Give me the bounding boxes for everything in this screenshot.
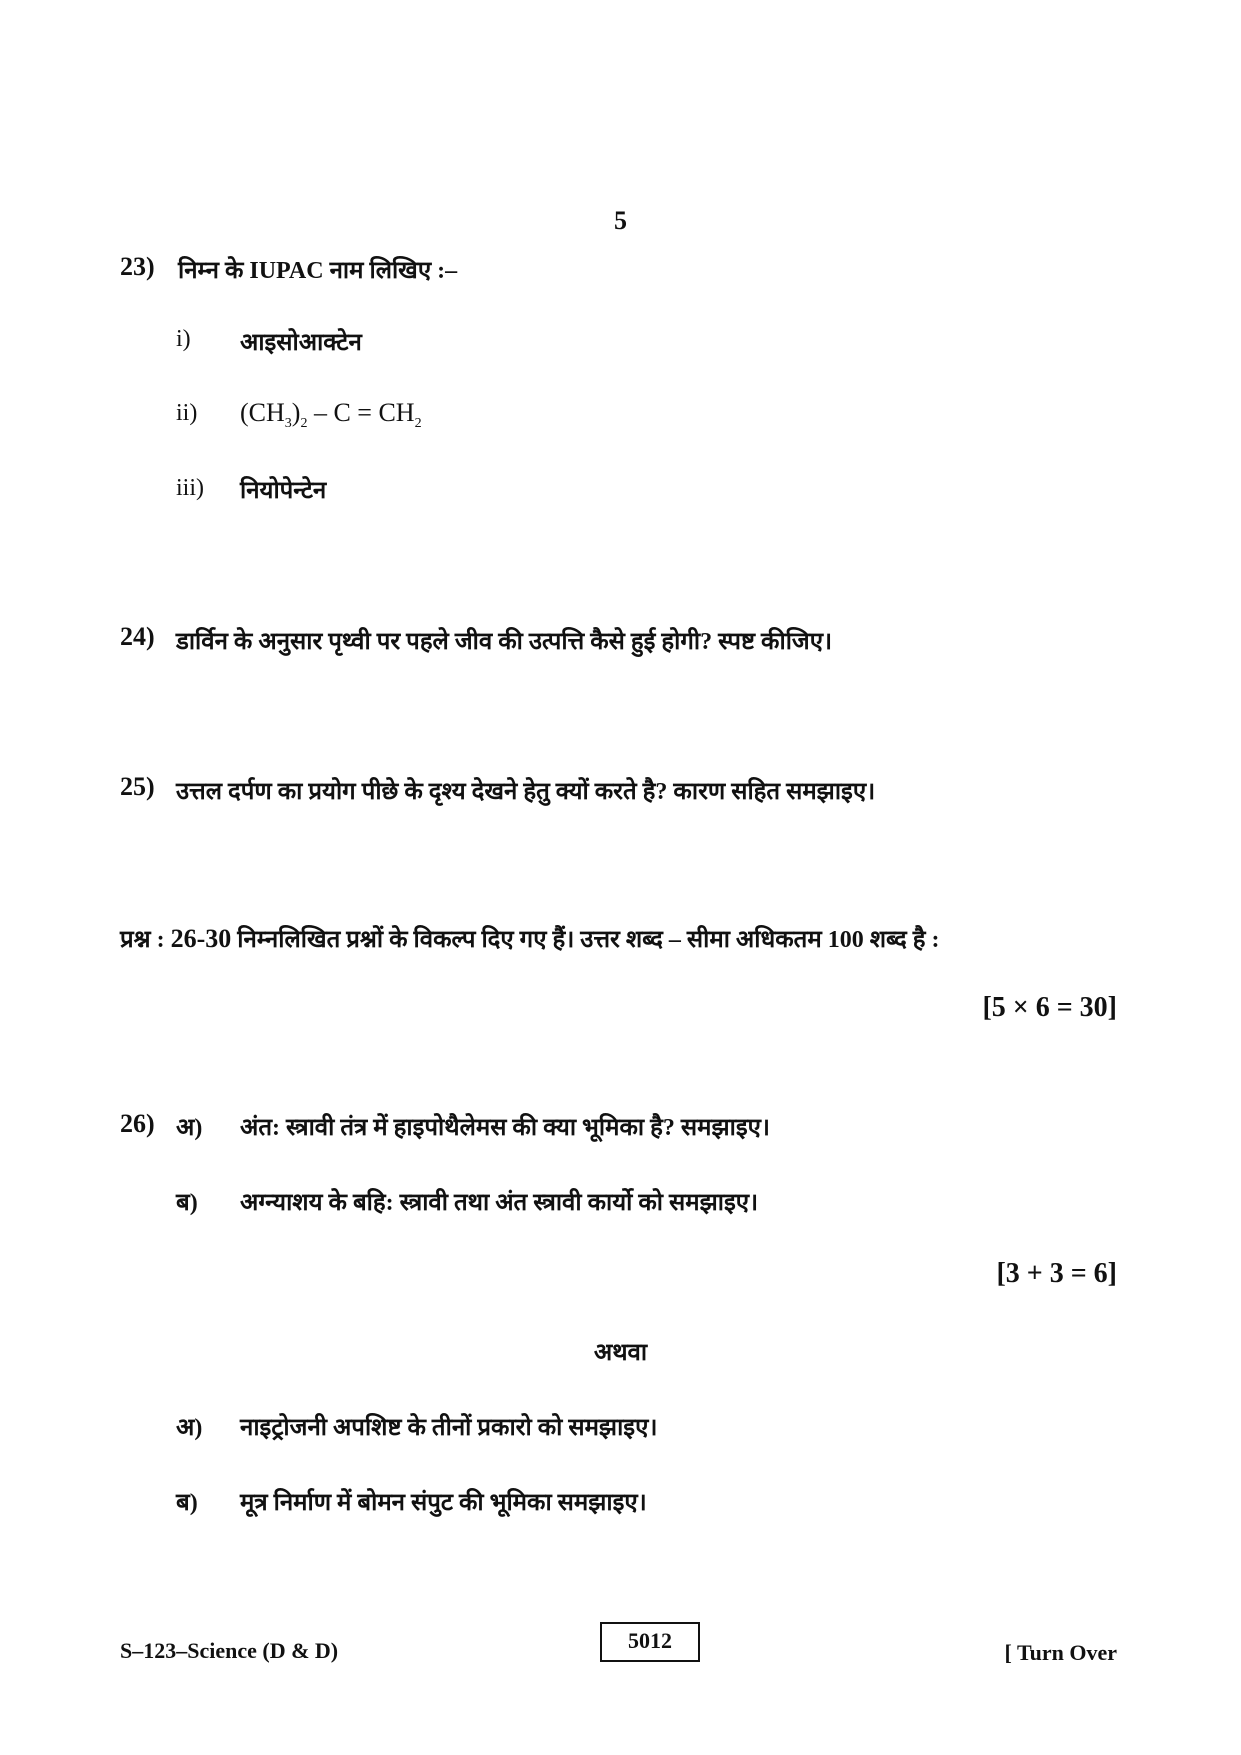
q23-item-3-text: नियोपेन्टेन [240,478,327,504]
q26-marks: [3 + 3 = 6] [996,1258,1117,1289]
q26-alt-b-label: ब) [176,1490,198,1516]
q23-item-1-label: i) [176,326,191,352]
q23-item-2-label: ii) [176,400,198,426]
q26-alt-a-label: अ) [176,1415,203,1441]
question-25-number: 25) [120,772,155,801]
page-number: 5 [614,206,627,235]
q26-part-b-text: अग्न्याशय के बहि: स्त्रावी तथा अंत स्त्रावी कार्यो को समझाइए। [240,1190,759,1216]
q23-item-1-text: आइसोआक्टेन [240,330,362,356]
question-26-number: 26) [120,1109,155,1138]
q26-part-b-label: ब) [176,1190,198,1216]
q26-alt-a-text: नाइट्रोजनी अपशिष्ट के तीनों प्रकारो को समझाइए। [240,1415,658,1441]
q23-item-2-formula: $(CH_3)_2 - C = CH_2$ [240,398,422,431]
question-23-number: 23) [120,252,155,281]
footer-paper-code: S–123–Science (D & D) [120,1638,339,1663]
or-divider: अथवा [593,1340,648,1366]
question-24-text: डार्विन के अनुसार पृथ्वी पर पहले जीव की उत्पत्ति कैसे हुई होगी? स्पष्ट कीजिए। [176,629,833,655]
footer-code-box: 5012 [600,1622,700,1662]
question-24-number: 24) [120,622,155,651]
question-23-text: निम्न के IUPAC नाम लिखिए :– [178,258,458,284]
q26-alt-b-text: मूत्र निर्माण में बोमन संपुट की भूमिका समझाइए। [240,1490,647,1516]
q23-item-3-label: iii) [176,475,204,501]
question-25-text: उत्तल दर्पण का प्रयोग पीछे के दृश्य देखने हेतु क्यों करते है? कारण सहित समझाइए। [176,779,876,805]
section-marks: [5 × 6 = 30] [982,992,1117,1023]
section-instructions: प्रश्न : 26-30 निम्नलिखित प्रश्नों के विकल्प दिए गए हैं। उत्तर शब्द – सीमा अधिकतम 100 शब्द है : [120,924,940,953]
q26-part-a-label: अ) [176,1115,203,1141]
footer-turn-over: [ Turn Over [1004,1640,1117,1665]
q26-part-a-text: अंत: स्त्रावी तंत्र में हाइपोथैलेमस की क्या भूमिका है? समझाइए। [240,1115,770,1141]
